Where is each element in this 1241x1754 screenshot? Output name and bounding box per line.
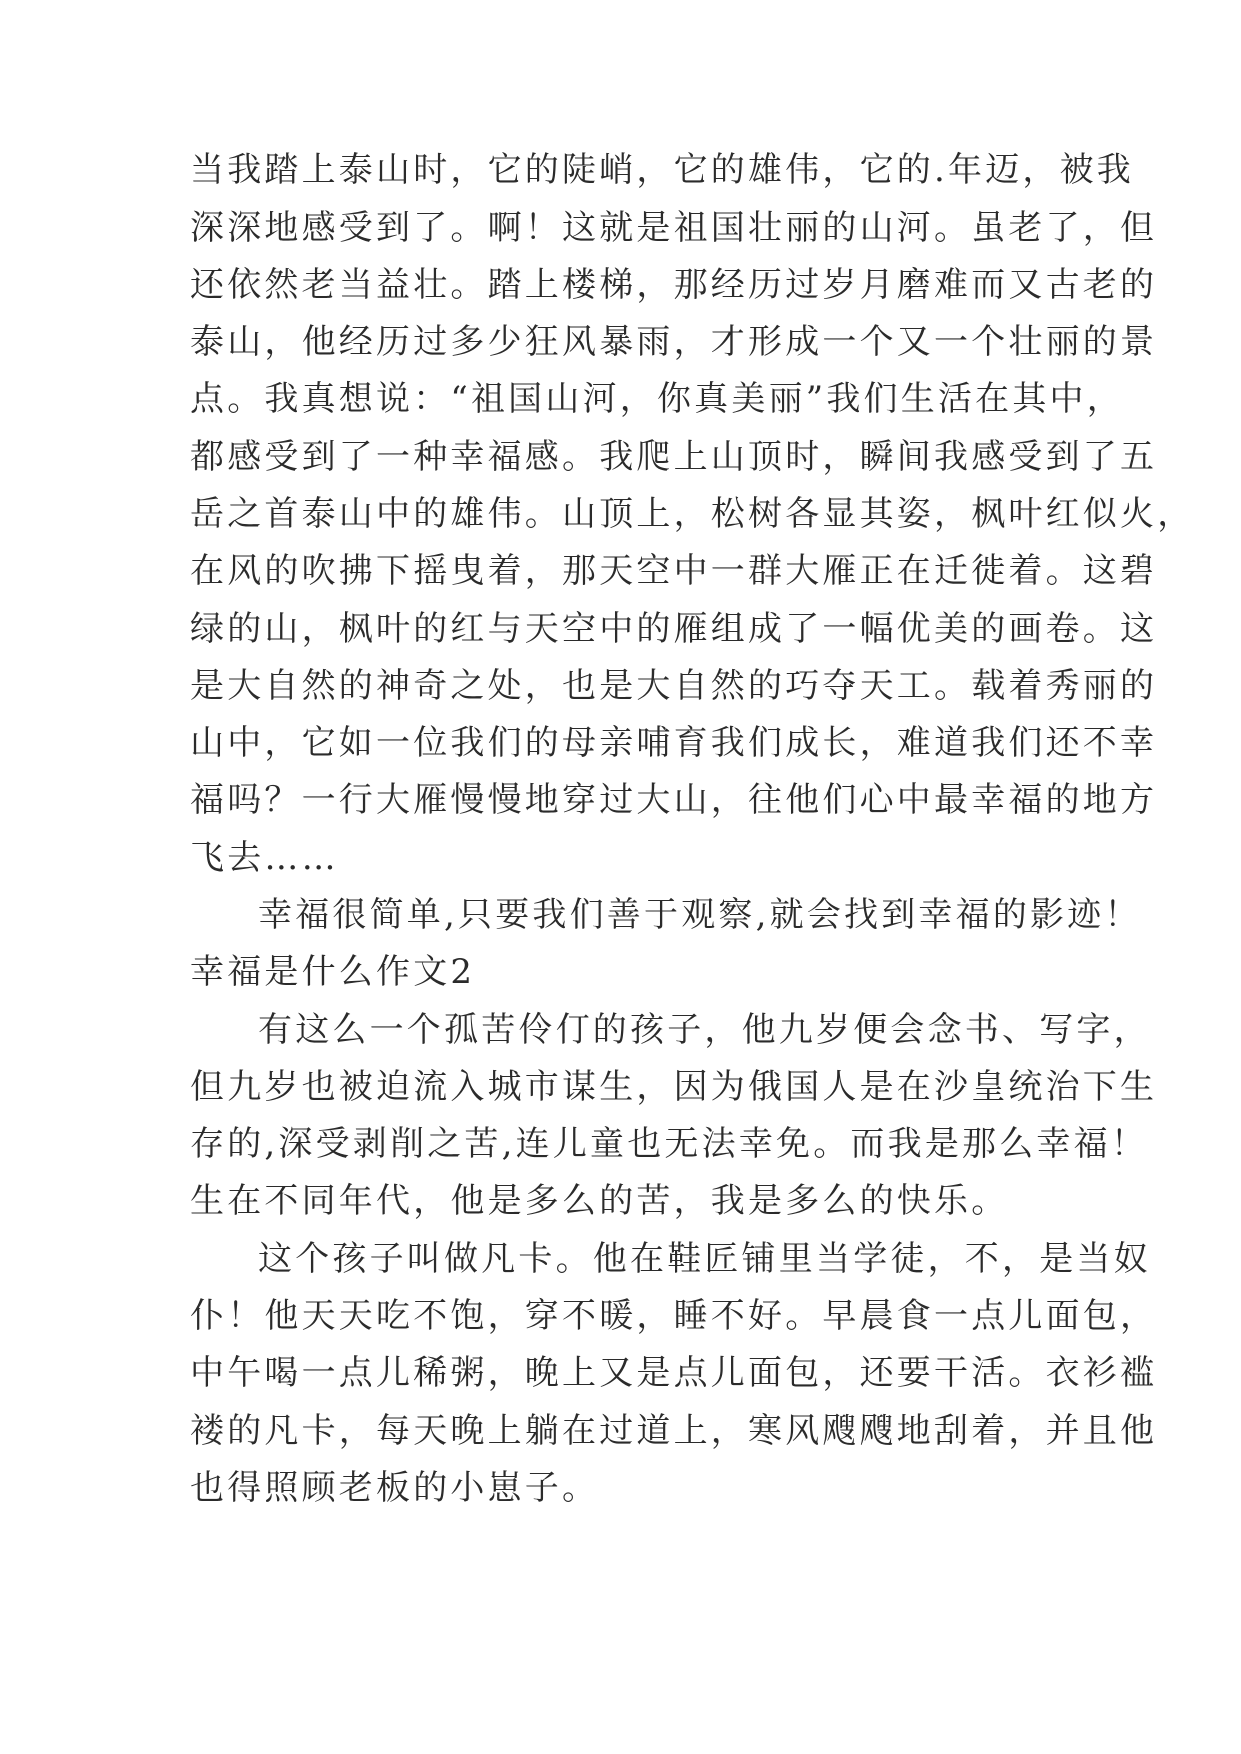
paragraph-1-line-6: 都感受到了一种幸福感。我爬上山顶时，瞬间我感受到了五 [190, 437, 1158, 477]
paragraph-1-line-8: 在风的吹拂下摇曳着，那天空中一群大雁正在迁徙着。这碧 [190, 551, 1158, 591]
paragraph-3-line-2: 但九岁也被迫流入城市谋生，因为俄国人是在沙皇统治下生 [190, 1067, 1158, 1107]
essay-title: 幸福是什么作文2 [190, 952, 476, 992]
paragraph-4-line-2: 仆！他天天吃不饱，穿不暖，睡不好。早晨食一点儿面包， [190, 1296, 1158, 1336]
paragraph-1-line-9: 绿的山，枫叶的红与天空中的雁组成了一幅优美的画卷。这 [190, 609, 1158, 649]
paragraph-4-line-4: 褛的凡卡，每天晚上躺在过道上，寒风飕飕地刮着，并且他 [190, 1411, 1158, 1451]
paragraph-1-line-5: 点。我真想说：“祖国山河，你真美丽”我们生活在其中， [190, 379, 1124, 419]
paragraph-1-line-1: 当我踏上泰山时，它的陡峭，它的雄伟，它的.年迈，被我 [190, 150, 1135, 190]
paragraph-3-line-4: 生在不同年代，他是多么的苦，我是多么的快乐。 [190, 1181, 1009, 1221]
paragraph-4-line-5: 也得照顾老板的小崽子。 [190, 1468, 600, 1508]
paragraph-1-line-4: 泰山，他经历过多少狂风暴雨，才形成一个又一个壮丽的景 [190, 322, 1158, 362]
paragraph-4-line-1: 这个孩子叫做凡卡。他在鞋匠铺里当学徒，不，是当奴 [258, 1239, 1151, 1279]
paragraph-1-line-13: 飞去…… [190, 838, 339, 878]
paragraph-1-line-7: 岳之首泰山中的雄伟。山顶上，松树各显其姿，枫叶红似火， [190, 494, 1195, 534]
paragraph-3-line-1: 有这么一个孤苦伶仃的孩子，他九岁便会念书、写字， [258, 1010, 1151, 1050]
paragraph-1-line-3: 还依然老当益壮。踏上楼梯，那经历过岁月磨难而又古老的 [190, 265, 1158, 305]
paragraph-3-line-3: 存的,深受剥削之苦,连儿童也无法幸免。而我是那么幸福！ [190, 1124, 1149, 1164]
paragraph-1-line-11: 山中，它如一位我们的母亲哺育我们成长，难道我们还不幸 [190, 723, 1158, 763]
paragraph-4-line-3: 中午喝一点儿稀粥，晚上又是点儿面包，还要干活。衣衫褴 [190, 1353, 1158, 1393]
paragraph-1-line-10: 是大自然的神奇之处，也是大自然的巧夺天工。载着秀丽的 [190, 666, 1158, 706]
paragraph-1-line-2: 深深地感受到了。啊！这就是祖国壮丽的山河。虽老了，但 [190, 208, 1158, 248]
paragraph-2-line-1: 幸福很简单,只要我们善于观察,就会找到幸福的影迹！ [258, 895, 1142, 935]
paragraph-1-line-12: 福吗？一行大雁慢慢地穿过大山，往他们心中最幸福的地方 [190, 780, 1158, 820]
